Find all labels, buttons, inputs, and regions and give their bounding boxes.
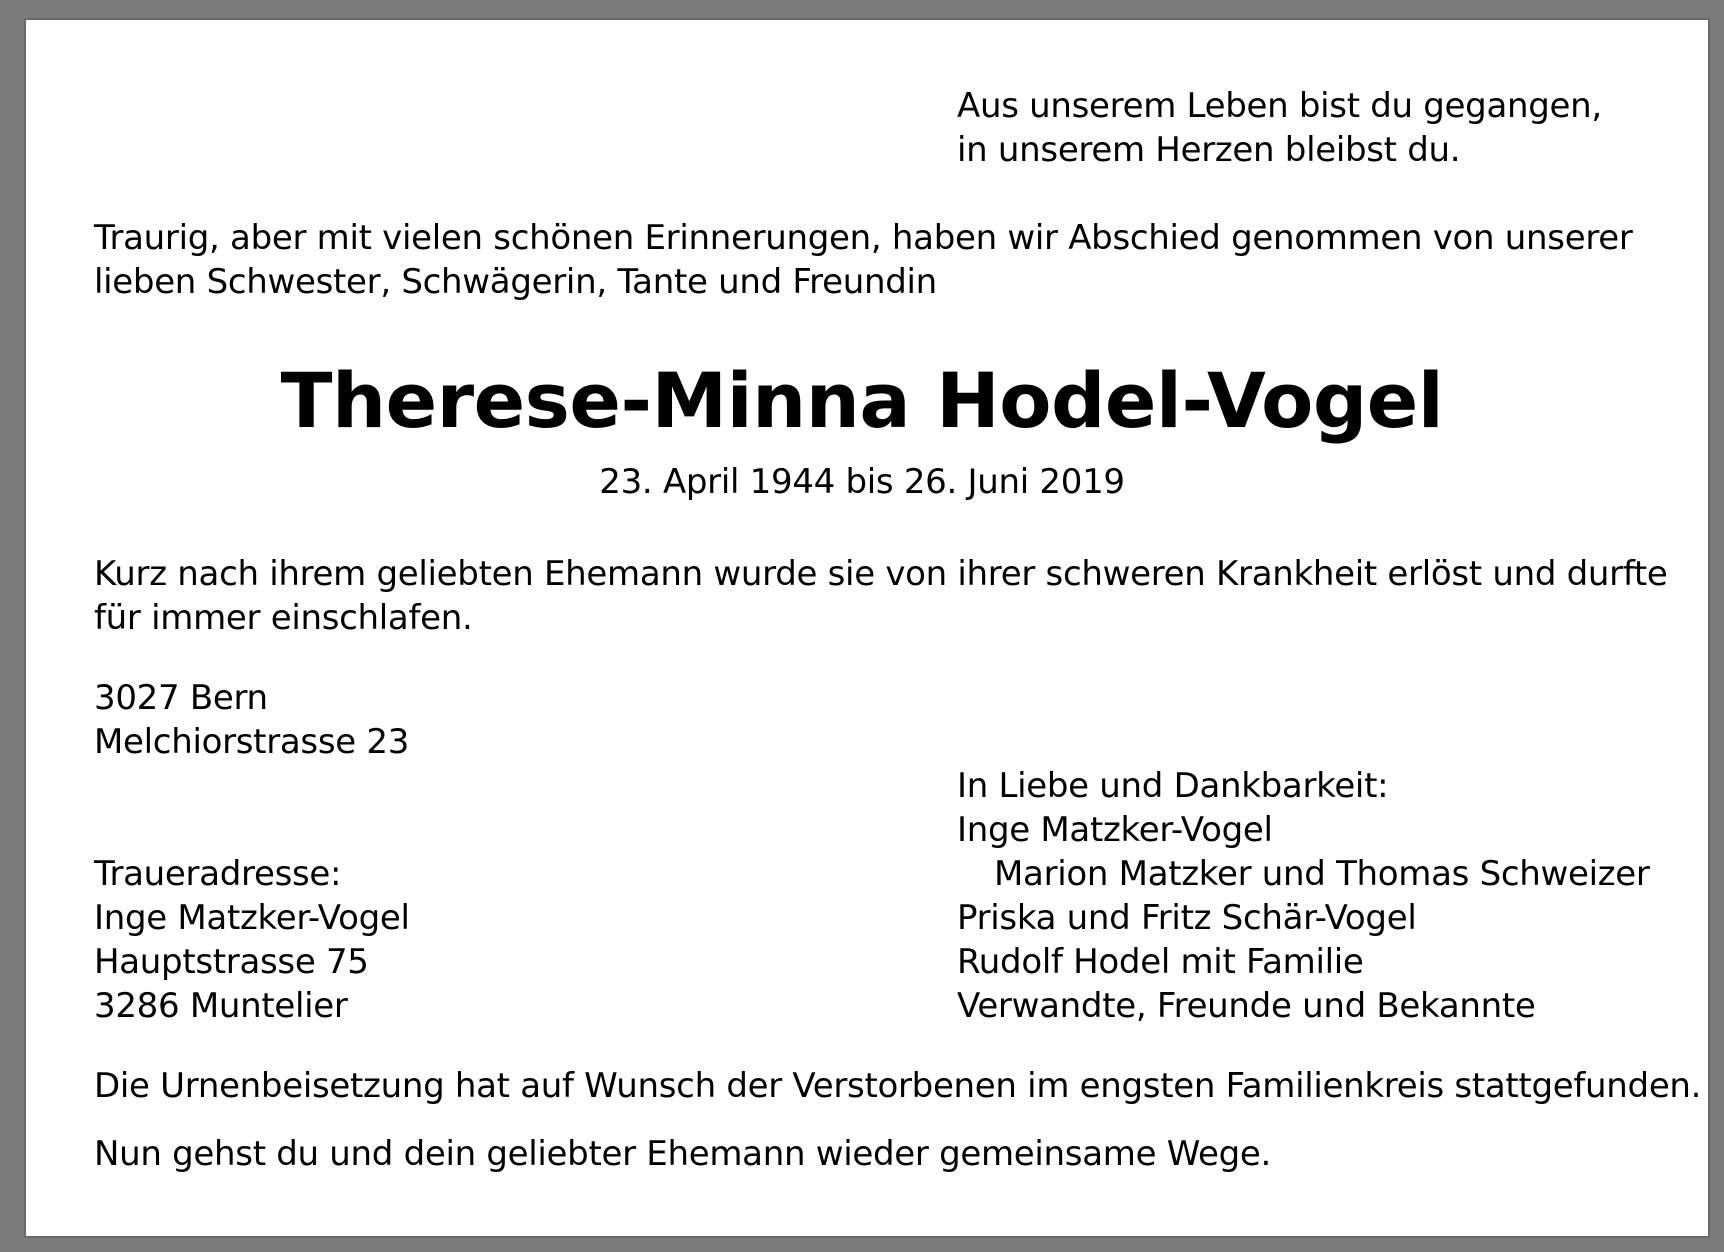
frame-border-top — [0, 0, 1724, 18]
mourner-item: Verwandte, Freunde und Bekannte — [957, 986, 1536, 1026]
motto-line-1: Aus unserem Leben bist du gegangen, — [957, 86, 1602, 126]
motto-line-2: in unserem Herzen bleibst du. — [957, 130, 1461, 170]
frame-border-right — [1710, 0, 1724, 1252]
intro-line-1: Traurig, aber mit vielen schönen Erinnerungen, haben wir Abschied genommen von unserer — [94, 218, 1633, 258]
mourner-item: Marion Matzker und Thomas Schweizer — [994, 854, 1650, 894]
mourners-heading: In Liebe und Dankbarkeit: — [957, 766, 1389, 806]
message-line-2: für immer einschlafen. — [94, 598, 473, 638]
closing-line-1: Die Urnenbeisetzung hat auf Wunsch der Verstorbenen im engsten Familienkreis stattgefunden. — [94, 1066, 1702, 1106]
closing-line-2: Nun gehst du und dein geliebter Ehemann wieder gemeinsame Wege. — [94, 1134, 1272, 1174]
life-dates: 23. April 1944 bis 26. Juni 2019 — [599, 462, 1125, 502]
mourner-item: Priska und Fritz Schär-Vogel — [957, 898, 1417, 938]
deceased-name: Therese-Minna Hodel-Vogel — [280, 356, 1444, 445]
mourner-item: Inge Matzker-Vogel — [957, 810, 1273, 850]
frame-border-left — [0, 0, 24, 1252]
mourning-address-label: Traueradresse: — [94, 854, 342, 894]
address-city: 3027 Bern — [94, 678, 268, 718]
mourner-item: Rudolf Hodel mit Familie — [957, 942, 1364, 982]
frame-border-bottom — [0, 1238, 1724, 1252]
address-street: Melchiorstrasse 23 — [94, 722, 410, 762]
mourning-address-city: 3286 Muntelier — [94, 986, 348, 1026]
intro-line-2: lieben Schwester, Schwägerin, Tante und Freundin — [94, 262, 937, 302]
mourning-address-name: Inge Matzker-Vogel — [94, 898, 410, 938]
mourning-address-street: Hauptstrasse 75 — [94, 942, 369, 982]
message-line-1: Kurz nach ihrem geliebten Ehemann wurde sie von ihrer schweren Krankheit erlöst und durfte — [94, 554, 1668, 594]
